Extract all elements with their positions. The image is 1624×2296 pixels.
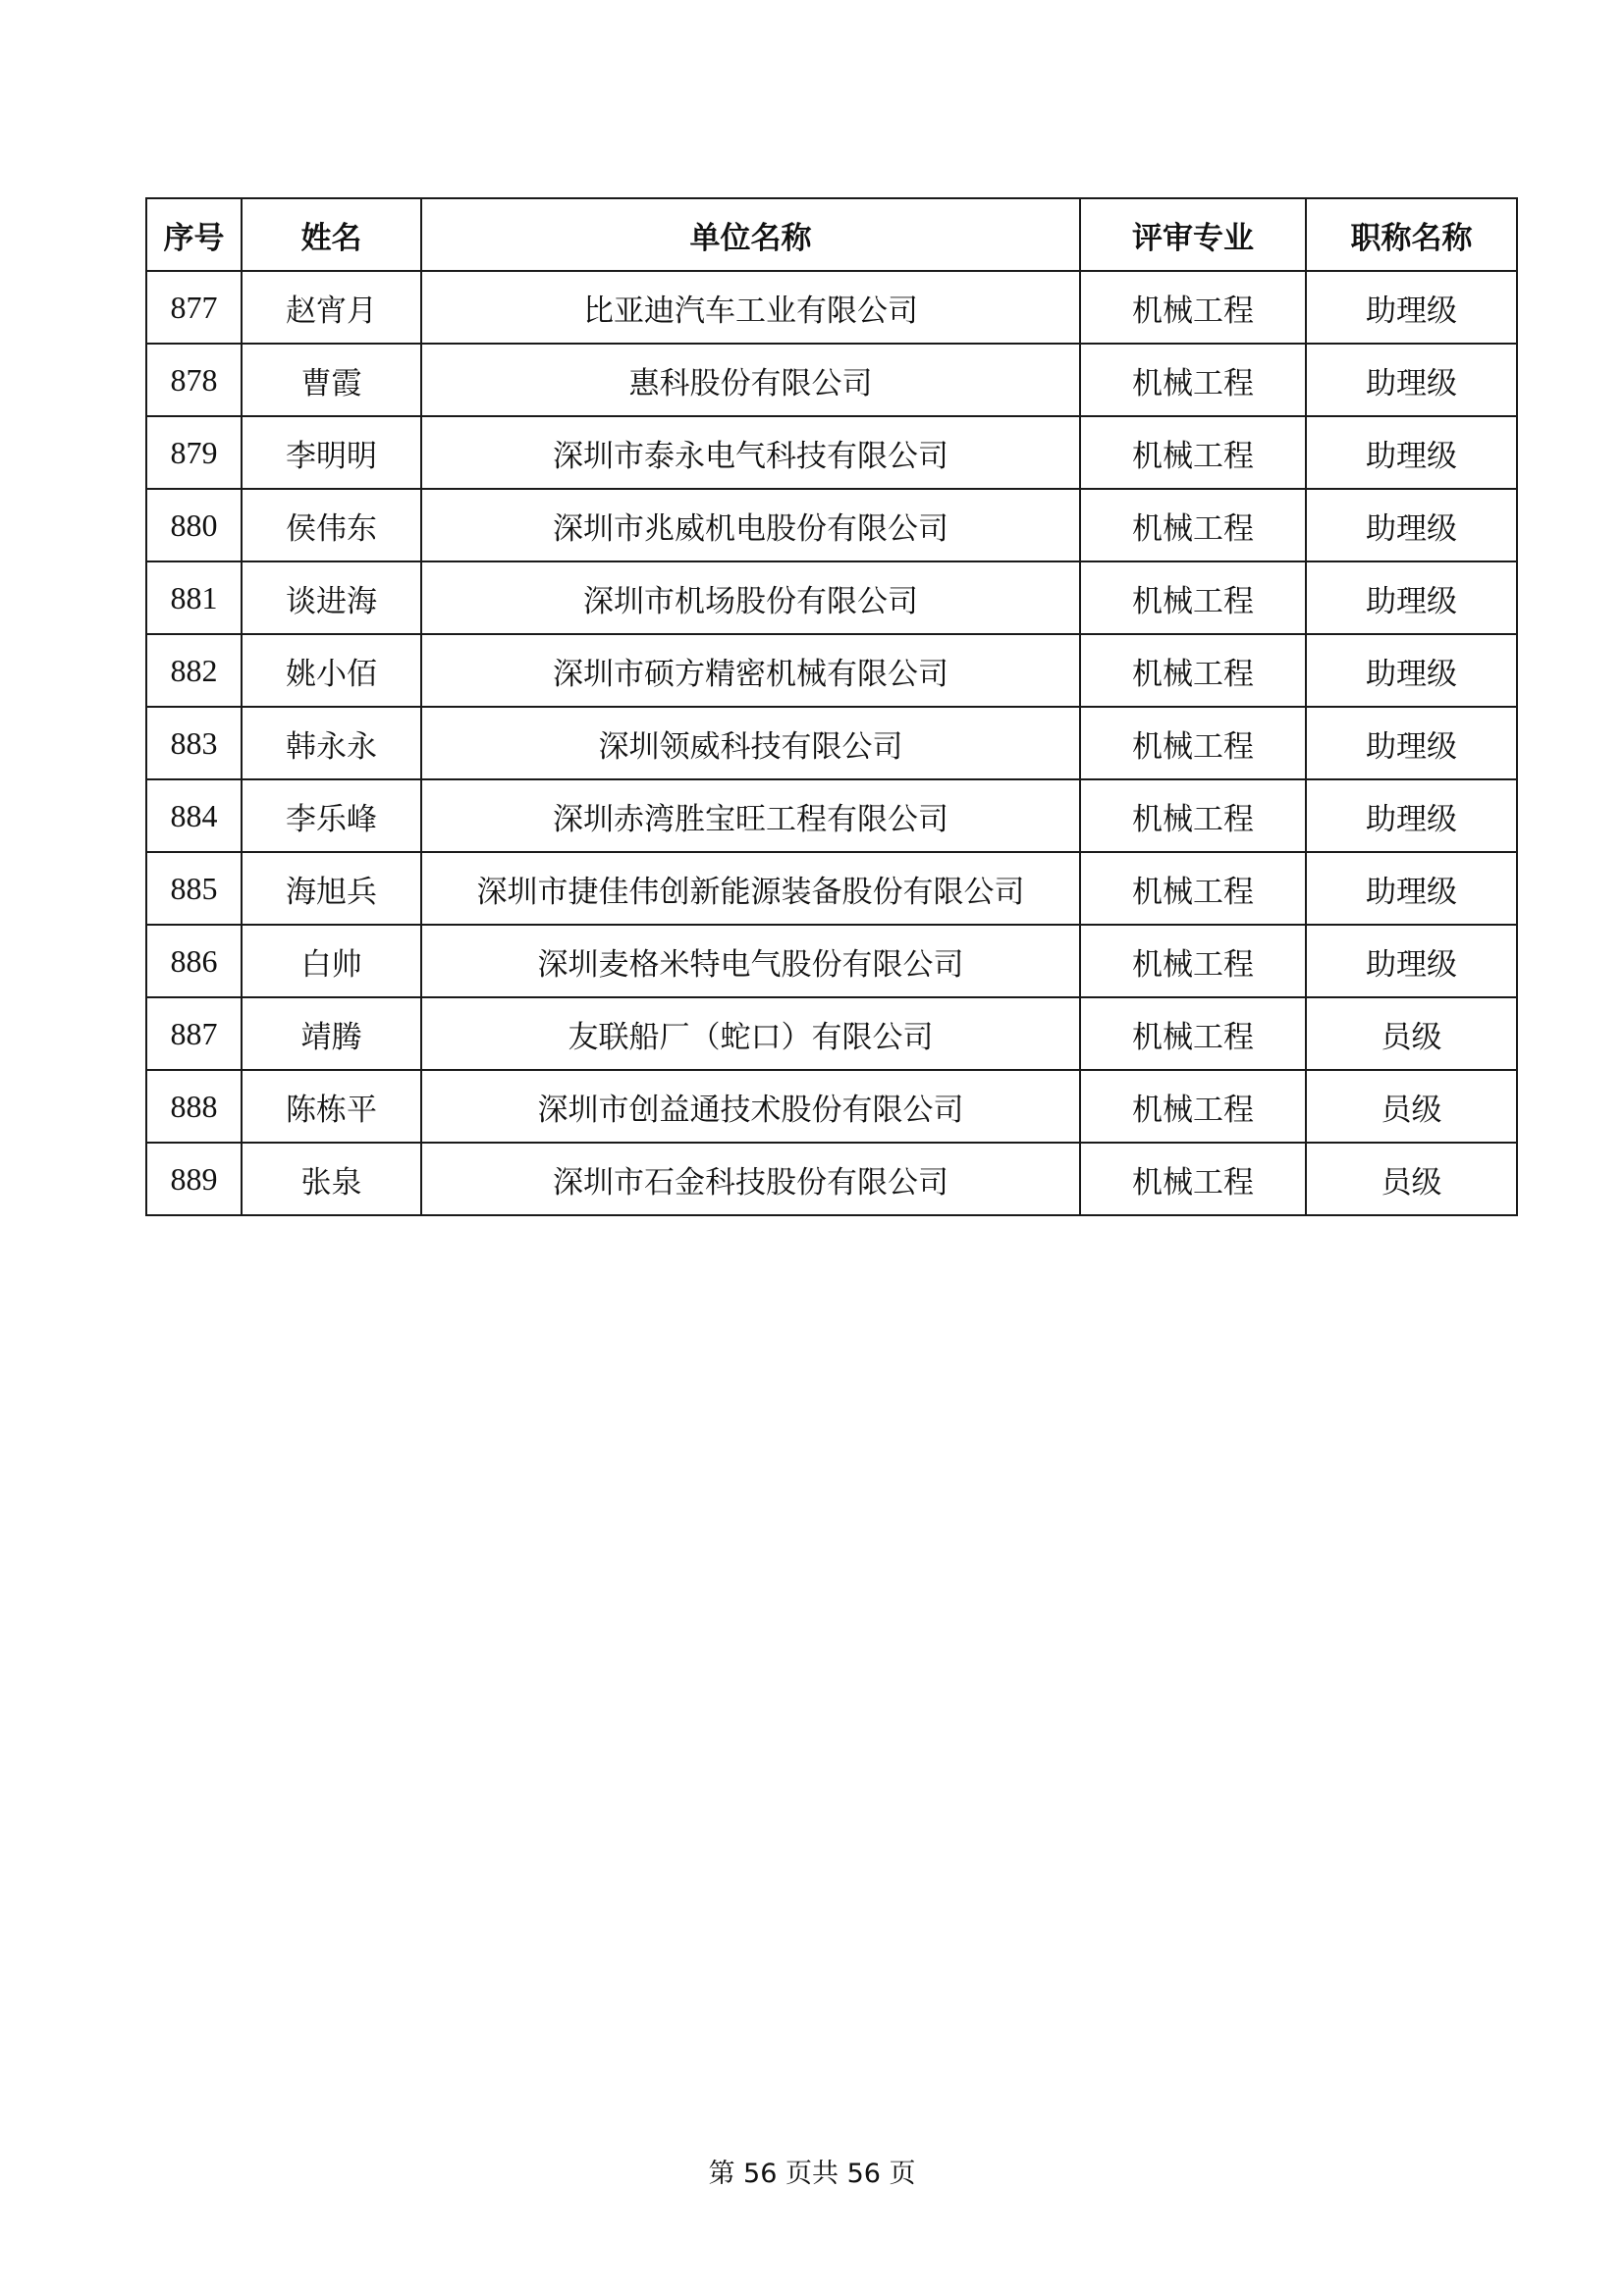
cell-name: 侯伟东 (242, 489, 421, 561)
cell-review-major: 机械工程 (1080, 852, 1306, 925)
cell-name: 李乐峰 (242, 779, 421, 852)
table-row (146, 489, 1517, 561)
cell-unit-name: 深圳市创益通技术股份有限公司 (421, 1070, 1080, 1143)
table-row (146, 997, 1517, 1070)
cell-title-name: 助理级 (1306, 271, 1517, 344)
cell-unit-name: 深圳市石金科技股份有限公司 (421, 1143, 1080, 1215)
cell-unit-name: 深圳领威科技有限公司 (421, 707, 1080, 779)
cell-title-name: 助理级 (1306, 489, 1517, 561)
cell-serial-number: 879 (146, 416, 242, 489)
header-name: 姓名 (242, 198, 421, 271)
table-row (146, 852, 1517, 925)
cell-title-name: 助理级 (1306, 925, 1517, 997)
cell-serial-number: 884 (146, 779, 242, 852)
header-title-name: 职称名称 (1306, 198, 1517, 271)
table-row (146, 779, 1517, 852)
table-row (146, 925, 1517, 997)
cell-review-major: 机械工程 (1080, 925, 1306, 997)
cell-serial-number: 885 (146, 852, 242, 925)
cell-name: 靖腾 (242, 997, 421, 1070)
cell-serial-number: 889 (146, 1143, 242, 1215)
cell-name: 李明明 (242, 416, 421, 489)
cell-review-major: 机械工程 (1080, 561, 1306, 634)
cell-serial-number: 878 (146, 344, 242, 416)
cell-serial-number: 880 (146, 489, 242, 561)
table-row (146, 707, 1517, 779)
cell-serial-number: 887 (146, 997, 242, 1070)
table-header-row (146, 198, 1517, 271)
cell-unit-name: 深圳市兆威机电股份有限公司 (421, 489, 1080, 561)
cell-review-major: 机械工程 (1080, 344, 1306, 416)
cell-serial-number: 883 (146, 707, 242, 779)
cell-name: 姚小佰 (242, 634, 421, 707)
table-row (146, 416, 1517, 489)
table-row (146, 561, 1517, 634)
cell-name: 谈进海 (242, 561, 421, 634)
header-review-major: 评审专业 (1080, 198, 1306, 271)
cell-unit-name: 惠科股份有限公司 (421, 344, 1080, 416)
cell-unit-name: 比亚迪汽车工业有限公司 (421, 271, 1080, 344)
cell-review-major: 机械工程 (1080, 1070, 1306, 1143)
cell-name: 赵宵月 (242, 271, 421, 344)
cell-name: 白帅 (242, 925, 421, 997)
cell-name: 韩永永 (242, 707, 421, 779)
cell-unit-name: 深圳市硕方精密机械有限公司 (421, 634, 1080, 707)
cell-title-name: 助理级 (1306, 561, 1517, 634)
cell-serial-number: 882 (146, 634, 242, 707)
cell-serial-number: 881 (146, 561, 242, 634)
cell-unit-name: 深圳市泰永电气科技有限公司 (421, 416, 1080, 489)
cell-name: 曹霞 (242, 344, 421, 416)
table-row (146, 1143, 1517, 1215)
cell-name: 海旭兵 (242, 852, 421, 925)
cell-review-major: 机械工程 (1080, 1143, 1306, 1215)
cell-name: 陈栋平 (242, 1070, 421, 1143)
cell-title-name: 助理级 (1306, 634, 1517, 707)
cell-serial-number: 886 (146, 925, 242, 997)
cell-title-name: 员级 (1306, 1070, 1517, 1143)
cell-review-major: 机械工程 (1080, 271, 1306, 344)
cell-unit-name: 友联船厂（蛇口）有限公司 (421, 997, 1080, 1070)
cell-title-name: 助理级 (1306, 779, 1517, 852)
header-unit-name: 单位名称 (421, 198, 1080, 271)
table-row (146, 1070, 1517, 1143)
cell-review-major: 机械工程 (1080, 707, 1306, 779)
cell-title-name: 助理级 (1306, 344, 1517, 416)
cell-review-major: 机械工程 (1080, 634, 1306, 707)
cell-serial-number: 888 (146, 1070, 242, 1143)
cell-unit-name: 深圳赤湾胜宝旺工程有限公司 (421, 779, 1080, 852)
cell-review-major: 机械工程 (1080, 997, 1306, 1070)
header-serial-number: 序号 (146, 198, 242, 271)
cell-review-major: 机械工程 (1080, 779, 1306, 852)
cell-review-major: 机械工程 (1080, 489, 1306, 561)
cell-unit-name: 深圳麦格米特电气股份有限公司 (421, 925, 1080, 997)
cell-unit-name: 深圳市捷佳伟创新能源装备股份有限公司 (421, 852, 1080, 925)
cell-title-name: 员级 (1306, 997, 1517, 1070)
table-row (146, 634, 1517, 707)
cell-title-name: 助理级 (1306, 707, 1517, 779)
cell-title-name: 助理级 (1306, 852, 1517, 925)
page-number-footer: 第 56 页共 56 页 (708, 2159, 916, 2189)
table-row (146, 271, 1517, 344)
table-row (146, 344, 1517, 416)
cell-title-name: 助理级 (1306, 416, 1517, 489)
cell-review-major: 机械工程 (1080, 416, 1306, 489)
cell-unit-name: 深圳市机场股份有限公司 (421, 561, 1080, 634)
cell-name: 张泉 (242, 1143, 421, 1215)
roster-table (145, 197, 1518, 1216)
cell-title-name: 员级 (1306, 1143, 1517, 1215)
cell-serial-number: 877 (146, 271, 242, 344)
